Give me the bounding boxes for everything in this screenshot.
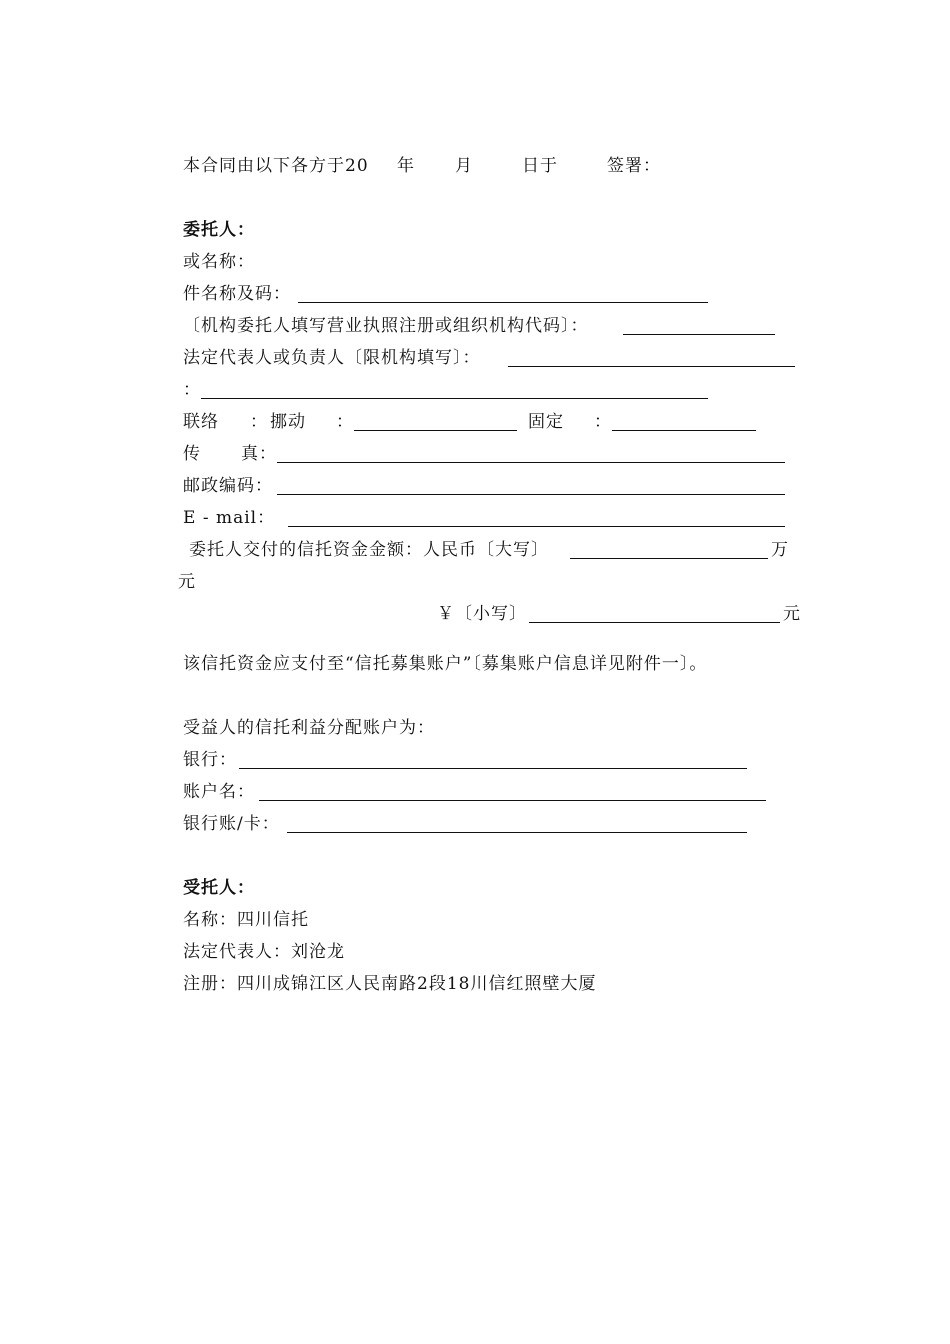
- trustor-heading: 委托人：: [183, 220, 255, 240]
- amount-wan: 万: [771, 540, 789, 560]
- trustor-fax-field[interactable]: [277, 446, 785, 463]
- beneficiary-account-no-field[interactable]: [287, 816, 747, 833]
- trustor-fax-label: 传: [183, 444, 201, 464]
- trustor-postcode-field[interactable]: [277, 478, 785, 495]
- trustor-postcode-label: 邮政编码：: [183, 476, 273, 496]
- trustor-contact-colon: ：: [250, 412, 268, 432]
- trustor-mobile-field[interactable]: [354, 414, 517, 431]
- trustee-heading: 受托人：: [183, 878, 255, 898]
- trustor-email-label: E - mail：: [183, 508, 276, 528]
- beneficiary-account-name-field[interactable]: [259, 784, 766, 801]
- trustor-id-field[interactable]: [298, 286, 708, 303]
- amount-capital-label: 委托人交付的信托资金金额：人民币〔大写〕: [189, 540, 549, 560]
- beneficiary-account-no-label: 银行账/卡：: [183, 814, 280, 834]
- trustor-fax-label2: 真：: [241, 444, 277, 464]
- sign-signed: 签署：: [607, 156, 661, 176]
- trustor-legal-rep-field[interactable]: [508, 350, 795, 367]
- payment-note: 该信托资金应支付至“信托募集账户”〔募集账户信息详见附件一〕。: [183, 654, 708, 674]
- trustor-mobile-colon: ：: [336, 412, 354, 432]
- trustor-mobile-label: 挪动: [270, 412, 306, 432]
- sign-date-line: [183, 155, 369, 177]
- sign-month: 月: [455, 156, 473, 176]
- beneficiary-account-name-label: 账户名：: [183, 782, 255, 802]
- trustor-fixed-label: 固定: [528, 412, 564, 432]
- amount-capital-field[interactable]: [570, 542, 768, 559]
- trustor-id-label: 件名称及码：: [183, 284, 291, 304]
- amount-yuan: 元: [783, 604, 801, 624]
- trustor-org-label: 〔机构委托人填写营业执照注册或组织机构代码〕：: [183, 316, 589, 336]
- trustor-fixed-field[interactable]: [612, 414, 756, 431]
- sign-day: 日于: [522, 156, 558, 176]
- trustor-colon-label: ：: [183, 380, 201, 400]
- sign-prefix: 本合同由以下各方于20: [183, 156, 369, 176]
- trustee-name: 名称：四川信托: [183, 910, 309, 930]
- trustee-legal-rep: 法定代表人：刘沧龙: [183, 942, 345, 962]
- sign-year: 年: [397, 156, 415, 176]
- trustor-org-field[interactable]: [623, 318, 775, 335]
- beneficiary-bank-field[interactable]: [239, 752, 747, 769]
- trustor-contact-label: 联络: [183, 412, 219, 432]
- trustor-address-field[interactable]: [201, 382, 708, 399]
- beneficiary-heading: 受益人的信托利益分配账户为：: [183, 718, 435, 738]
- amount-yuan-wrap: 元: [178, 572, 196, 592]
- beneficiary-bank-label: 银行：: [183, 750, 237, 770]
- trustor-email-field[interactable]: [288, 510, 785, 527]
- trustee-address: 注册：四川成锦江区人民南路2段18川信红照壁大厦: [183, 974, 597, 994]
- trustor-fixed-colon: ：: [594, 412, 612, 432]
- trustor-legal-rep-label: 法定代表人或负责人〔限机构填写〕：: [183, 348, 481, 368]
- amount-small-label: ￥〔小写〕: [437, 604, 527, 624]
- trustor-name-label: 或名称：: [183, 252, 255, 272]
- amount-small-field[interactable]: [529, 606, 780, 623]
